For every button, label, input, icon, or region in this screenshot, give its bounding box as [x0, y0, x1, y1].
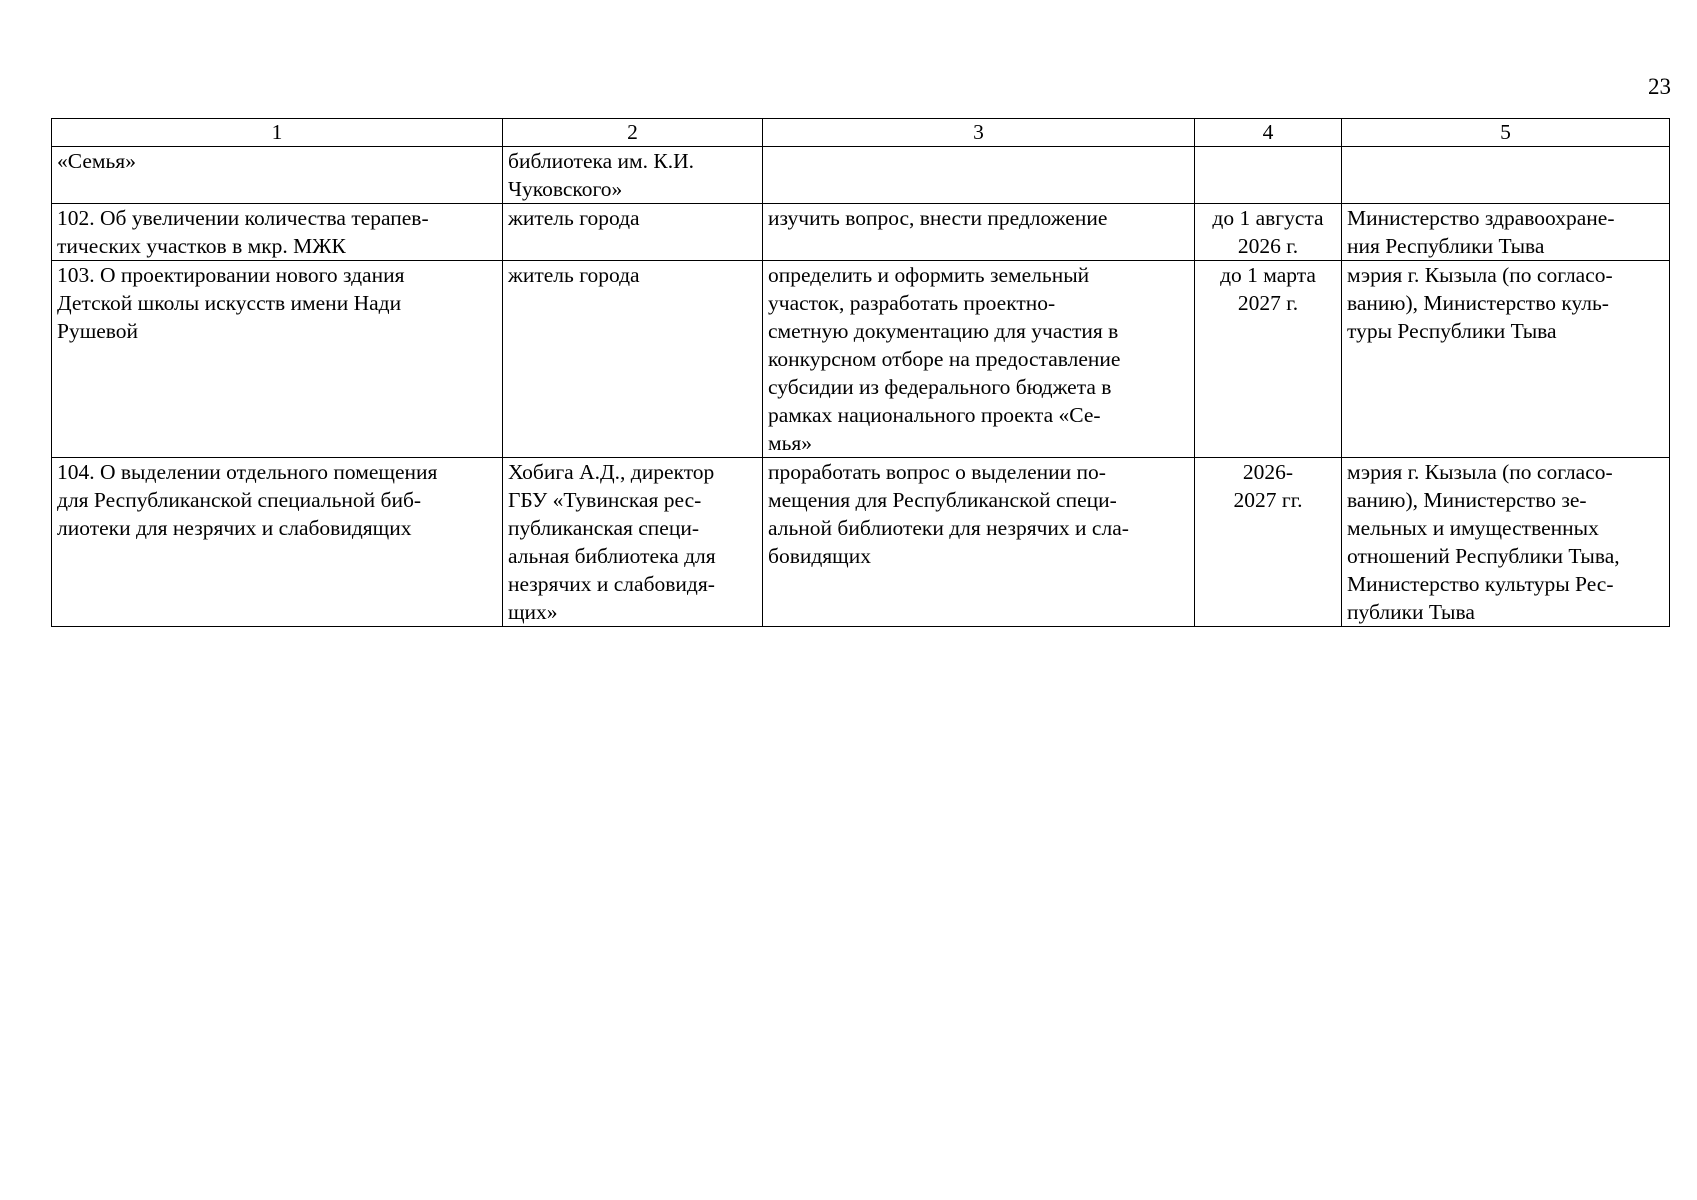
table-row: [52, 261, 1670, 458]
cell-text-line: проработать вопрос о выделении по-: [768, 460, 1106, 484]
cell-text-line: ГБУ «Тувинская рес-: [508, 488, 702, 512]
cell-text-line: 104. О выделении отдельного помещения: [57, 460, 438, 484]
cell-text-line: «Семья»: [57, 149, 136, 173]
cell-text-line: сметную документацию для участия в: [768, 319, 1119, 343]
deadline-cell: [1195, 204, 1342, 261]
cell-text-line: 2027 г.: [1237, 291, 1299, 315]
action-cell: [763, 261, 1195, 458]
cell-text-line: рамках национального проекта «Се-: [768, 403, 1101, 427]
cell-text-line: Детской школы искусств имени Нади: [57, 291, 402, 315]
responsible-cell: [1342, 204, 1670, 261]
action-cell: [763, 458, 1195, 627]
table-row: [52, 458, 1670, 627]
table-row: [52, 204, 1670, 261]
cell-text-line: мья»: [768, 431, 813, 455]
cell-text-line: щих»: [508, 600, 558, 624]
cell-text-line: 2027 гг.: [1233, 488, 1303, 512]
cell-text-line: Чуковского»: [508, 177, 623, 201]
topic-cell: [52, 458, 503, 627]
cell-text-line: житель города: [508, 263, 640, 287]
header-col-2: 2: [503, 119, 763, 147]
cell-text-line: ния Республики Тыва: [1347, 234, 1545, 258]
header-col-5: 5: [1342, 119, 1670, 147]
header-col-3: 3: [763, 119, 1195, 147]
cell-text-line: мэрия г. Кызыла (по согласо-: [1347, 263, 1613, 287]
cell-text-line: мэрия г. Кызыла (по согласо-: [1347, 460, 1613, 484]
cell-text-line: определить и оформить земельный: [768, 263, 1090, 287]
cell-text-line: публиканская специ-: [508, 516, 700, 540]
cell-text-line: тических участков в мкр. МЖК: [57, 234, 346, 258]
cell-text-line: для Республиканской специальной биб-: [57, 488, 422, 512]
page-number: 23: [1648, 74, 1671, 99]
topic-cell: [52, 147, 503, 204]
initiator-cell: [503, 261, 763, 458]
deadline-cell: [1195, 261, 1342, 458]
cell-text-line: житель города: [508, 206, 640, 230]
responsible-cell: [1342, 261, 1670, 458]
cell-text-line: лиотеки для незрячих и слабовидящих: [57, 516, 412, 540]
cell-text-line: альная библиотека для: [508, 544, 716, 568]
action-cell: [763, 147, 1195, 204]
cell-text-line: мельных и имущественных: [1347, 516, 1599, 540]
responsible-cell: [1342, 458, 1670, 627]
cell-text-line: 102. Об увеличении количества терапев-: [57, 206, 429, 230]
cell-text-line: до 1 августа: [1212, 206, 1324, 230]
cell-text-line: Хобига А.Д., директор: [508, 460, 715, 484]
cell-text-line: мещения для Республиканской специ-: [768, 488, 1117, 512]
cell-text-line: конкурсном отборе на предоставление: [768, 347, 1121, 371]
header-col-4: 4: [1195, 119, 1342, 147]
deadline-cell: [1195, 147, 1342, 204]
cell-text-line: ванию), Министерство зе-: [1347, 488, 1587, 512]
cell-text-line: изучить вопрос, внести предложение: [768, 206, 1108, 230]
cell-text-line: 103. О проектировании нового здания: [57, 263, 405, 287]
initiator-cell: [503, 147, 763, 204]
cell-text-line: ванию), Министерство куль-: [1347, 291, 1609, 315]
cell-text-line: 2026-: [1242, 460, 1294, 484]
initiator-cell: [503, 204, 763, 261]
table-row: [52, 147, 1670, 204]
cell-text-line: бовидящих: [768, 544, 871, 568]
table-body: [52, 147, 1670, 627]
cell-text-line: незрячих и слабовидя-: [508, 572, 715, 596]
cell-text-line: Рушевой: [57, 319, 139, 343]
initiator-cell: [503, 458, 763, 627]
measures-table: [51, 118, 1670, 627]
cell-text-line: альной библиотеки для незрячих и сла-: [768, 516, 1129, 540]
cell-text-line: библиотека им. К.И.: [508, 149, 695, 173]
header-col-1: 1: [52, 119, 503, 147]
table-header-row: [52, 119, 1670, 147]
topic-cell: [52, 261, 503, 458]
cell-text-line: отношений Республики Тыва,: [1347, 544, 1620, 568]
deadline-cell: [1195, 458, 1342, 627]
cell-text-line: Министерство здравоохране-: [1347, 206, 1615, 230]
cell-text-line: 2026 г.: [1237, 234, 1299, 258]
topic-cell: [52, 204, 503, 261]
action-cell: [763, 204, 1195, 261]
cell-text-line: до 1 марта: [1220, 263, 1316, 287]
cell-text-line: субсидии из федерального бюджета в: [768, 375, 1112, 399]
cell-text-line: туры Республики Тыва: [1347, 319, 1557, 343]
cell-text-line: участок, разработать проектно-: [768, 291, 1056, 315]
cell-text-line: публики Тыва: [1347, 600, 1475, 624]
responsible-cell: [1342, 147, 1670, 204]
cell-text-line: Министерство культуры Рес-: [1347, 572, 1614, 596]
